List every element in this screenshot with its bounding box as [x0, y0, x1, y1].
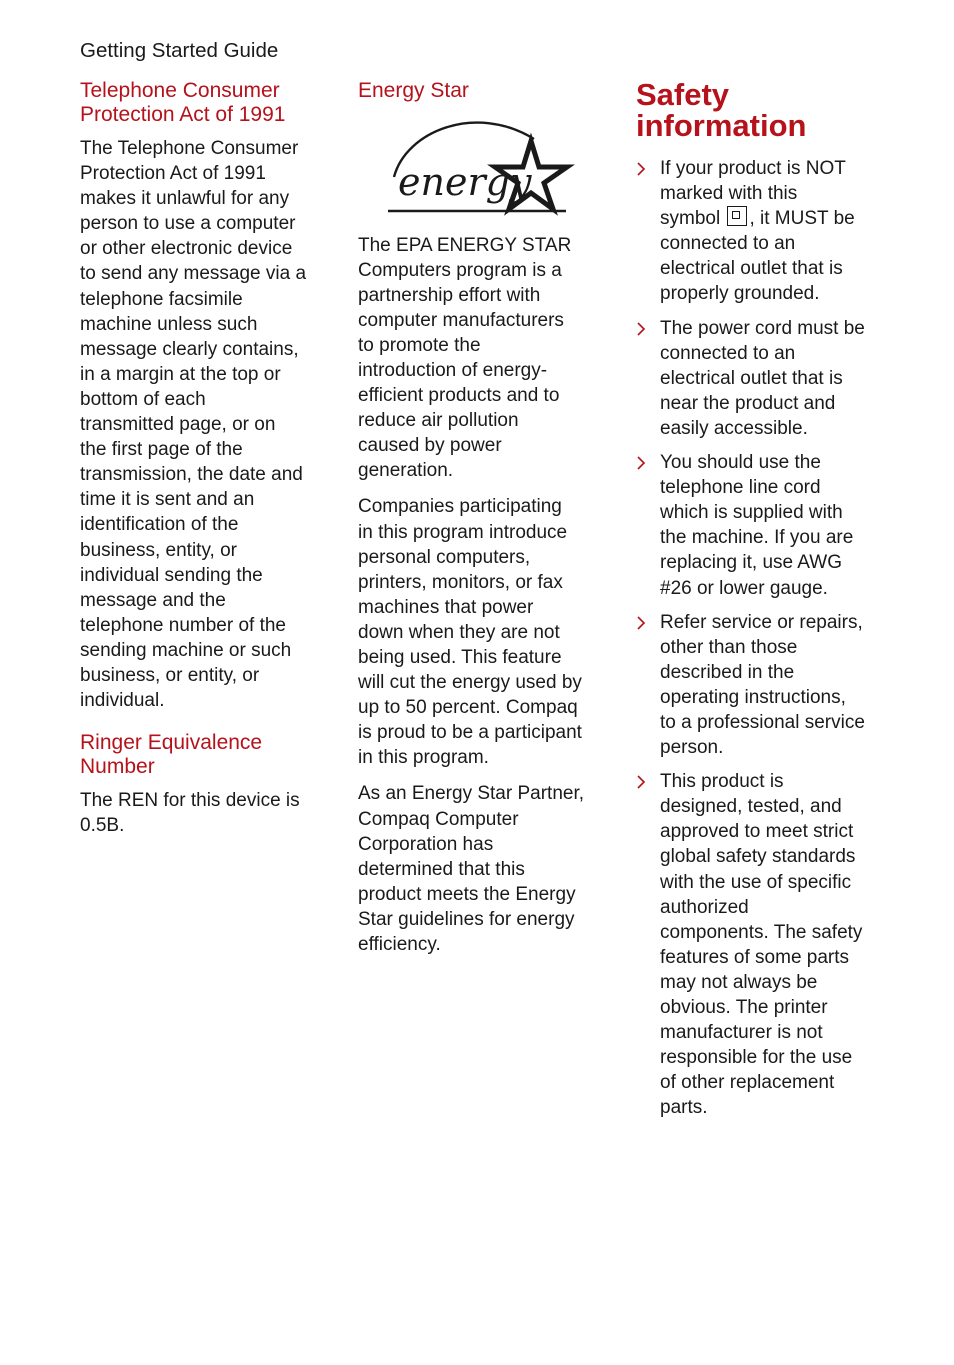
text-line: near the product and	[660, 392, 836, 414]
text-line: is proud to be a participant	[358, 722, 582, 744]
text-line: other than those	[660, 636, 798, 658]
title-line: Safety	[636, 77, 730, 112]
text-line: electrical outlet that is	[660, 258, 843, 280]
energy-paragraph-1	[358, 233, 598, 484]
heading-line: Protection Act of 1991	[80, 102, 286, 126]
text-line: #26 or lower gauge.	[660, 577, 828, 599]
text-line: Compaq Computer	[358, 808, 519, 830]
text-line: makes it unlawful for any	[80, 188, 290, 210]
text-line: personal computers,	[358, 546, 531, 568]
column-energy-star	[358, 79, 598, 968]
text-line: Protection Act of 1991	[80, 163, 266, 185]
text-line: 0.5B.	[80, 815, 125, 837]
text-line: in this program introduce	[358, 521, 568, 543]
text-line: replacing it, use AWG	[660, 552, 842, 574]
text-line: The REN for this device is	[80, 790, 300, 812]
text-line: telephone facsimile	[80, 288, 243, 310]
text-line: If your product is NOT	[660, 158, 846, 179]
list-item	[636, 156, 878, 307]
heading-line: Number	[80, 754, 155, 778]
text-line: Corporation has	[358, 833, 494, 855]
heading-tcpa	[80, 79, 320, 126]
column-safety	[636, 79, 878, 1129]
heading-ren	[80, 731, 320, 778]
text-line: manufacturer is not	[660, 1022, 823, 1044]
text-line: properly grounded.	[660, 283, 820, 305]
text-line: will cut the energy used by	[358, 672, 582, 694]
column-telephone	[80, 79, 320, 856]
text-line: down when they are not	[358, 621, 560, 643]
text-line: marked with this	[660, 183, 798, 205]
text-line: identification of the	[80, 514, 239, 536]
text-line: As an Energy Star Partner,	[358, 783, 585, 805]
text-line: with the use of specific	[660, 871, 852, 893]
text-line: caused by power	[358, 435, 502, 457]
text-line: Companies participating	[358, 496, 562, 518]
text-line: partnership effort with	[358, 284, 541, 306]
text-line: sending machine or such	[80, 639, 292, 661]
text-line: obvious. The printer	[660, 997, 828, 1018]
text-line: in a margin at the top or	[80, 363, 281, 385]
text-line: or other electronic device	[80, 238, 293, 260]
title-line: information	[636, 108, 807, 143]
text-line: being used. This feature	[358, 647, 562, 668]
text-line: machines that power	[358, 596, 534, 618]
text-line: This product is	[660, 771, 784, 793]
text-line: business, entity, or	[80, 539, 238, 561]
text-line: message and the	[80, 589, 226, 611]
text-line: components. The safety	[660, 921, 863, 943]
text-line: symbol	[660, 208, 726, 230]
text-line: The power cord must be	[660, 317, 865, 339]
energy-star-logo	[386, 111, 576, 221]
text-line: time it is sent and an	[80, 489, 255, 511]
heading-line: Ringer Equivalence	[80, 731, 263, 755]
text-line: up to 50 percent. Compaq	[358, 697, 578, 719]
tcpa-paragraph	[80, 136, 320, 713]
text-line: The EPA ENERGY STAR	[358, 234, 572, 256]
double-square-symbol-icon	[727, 206, 747, 226]
text-line: telephone line cord	[660, 477, 821, 499]
list-item	[636, 450, 878, 601]
text-line: efficiency.	[358, 934, 441, 956]
text-line: electrical outlet that is	[660, 367, 843, 389]
text-line: operating instructions,	[660, 686, 846, 708]
text-line: which is supplied with	[660, 502, 843, 524]
text-line: reduce air pollution	[358, 410, 519, 432]
chevron-right-icon	[636, 616, 646, 630]
text-line: bottom of each	[80, 388, 206, 410]
list-item	[636, 610, 878, 761]
text-line: may not always be	[660, 971, 818, 993]
text-line: to send any message via a	[80, 263, 307, 285]
text-line: The Telephone Consumer	[80, 138, 299, 159]
text-line: global safety standards	[660, 846, 856, 868]
text-line: Computers program is a	[358, 259, 562, 281]
text-line: connected to an	[660, 233, 796, 255]
text-line: easily accessible.	[660, 417, 808, 439]
text-line: of other replacement	[660, 1072, 835, 1094]
text-line: person.	[660, 737, 724, 759]
text-line: the first page of the	[80, 439, 243, 461]
list-item	[636, 769, 878, 1120]
logo-wordmark: energy	[398, 159, 532, 204]
chevron-right-icon	[636, 162, 646, 176]
text-line: product meets the Energy	[358, 883, 576, 905]
energy-paragraph-2	[358, 494, 598, 770]
chevron-right-icon	[636, 775, 646, 789]
text-line: machine unless such	[80, 313, 258, 335]
text-line: introduction of energy-	[358, 359, 548, 381]
safety-title	[636, 79, 878, 141]
text-line: generation.	[358, 460, 454, 482]
text-line: individual sending the	[80, 564, 263, 586]
energy-paragraph-3	[358, 781, 598, 957]
chevron-right-icon	[636, 456, 646, 470]
text-line: person to use a computer	[80, 213, 296, 235]
text-line: transmitted page, or on	[80, 414, 276, 436]
text-line: responsible for the use	[660, 1047, 853, 1069]
chevron-right-icon	[636, 322, 646, 336]
text-line: efficient products and to	[358, 385, 560, 407]
running-head: Getting Started Guide	[80, 39, 279, 62]
text-line: in this program.	[358, 747, 489, 769]
text-line: determined that this	[358, 858, 525, 880]
text-line: printers, monitors, or fax	[358, 571, 563, 593]
text-line: telephone number of the	[80, 614, 286, 636]
text-line: individual.	[80, 690, 165, 712]
text-line: features of some parts	[660, 946, 850, 968]
list-item	[636, 316, 878, 441]
text-line: to a professional service	[660, 711, 865, 733]
ren-paragraph	[80, 788, 320, 838]
text-line: approved to meet strict	[660, 821, 854, 843]
text-line: described in the	[660, 661, 795, 683]
text-line: Star guidelines for energy	[358, 908, 575, 930]
text-line: the machine. If you are	[660, 527, 854, 549]
text-line: designed, tested, and	[660, 796, 842, 818]
text-line: transmission, the date and	[80, 464, 303, 486]
text-line: message clearly contains,	[80, 338, 299, 360]
text-line: parts.	[660, 1097, 708, 1119]
text-line: computer manufacturers	[358, 309, 564, 331]
text-line: Refer service or repairs,	[660, 611, 863, 633]
text-line: authorized	[660, 896, 749, 918]
text-line: to promote the	[358, 334, 481, 356]
text-line: connected to an	[660, 342, 796, 364]
text-line: business, or entity, or	[80, 664, 260, 686]
heading-energy-star: Energy Star	[358, 79, 469, 102]
text-line: , it MUST be	[749, 208, 855, 230]
safety-list	[636, 156, 878, 1120]
heading-line: Telephone Consumer	[80, 79, 280, 102]
text-line: You should use the	[660, 452, 821, 474]
